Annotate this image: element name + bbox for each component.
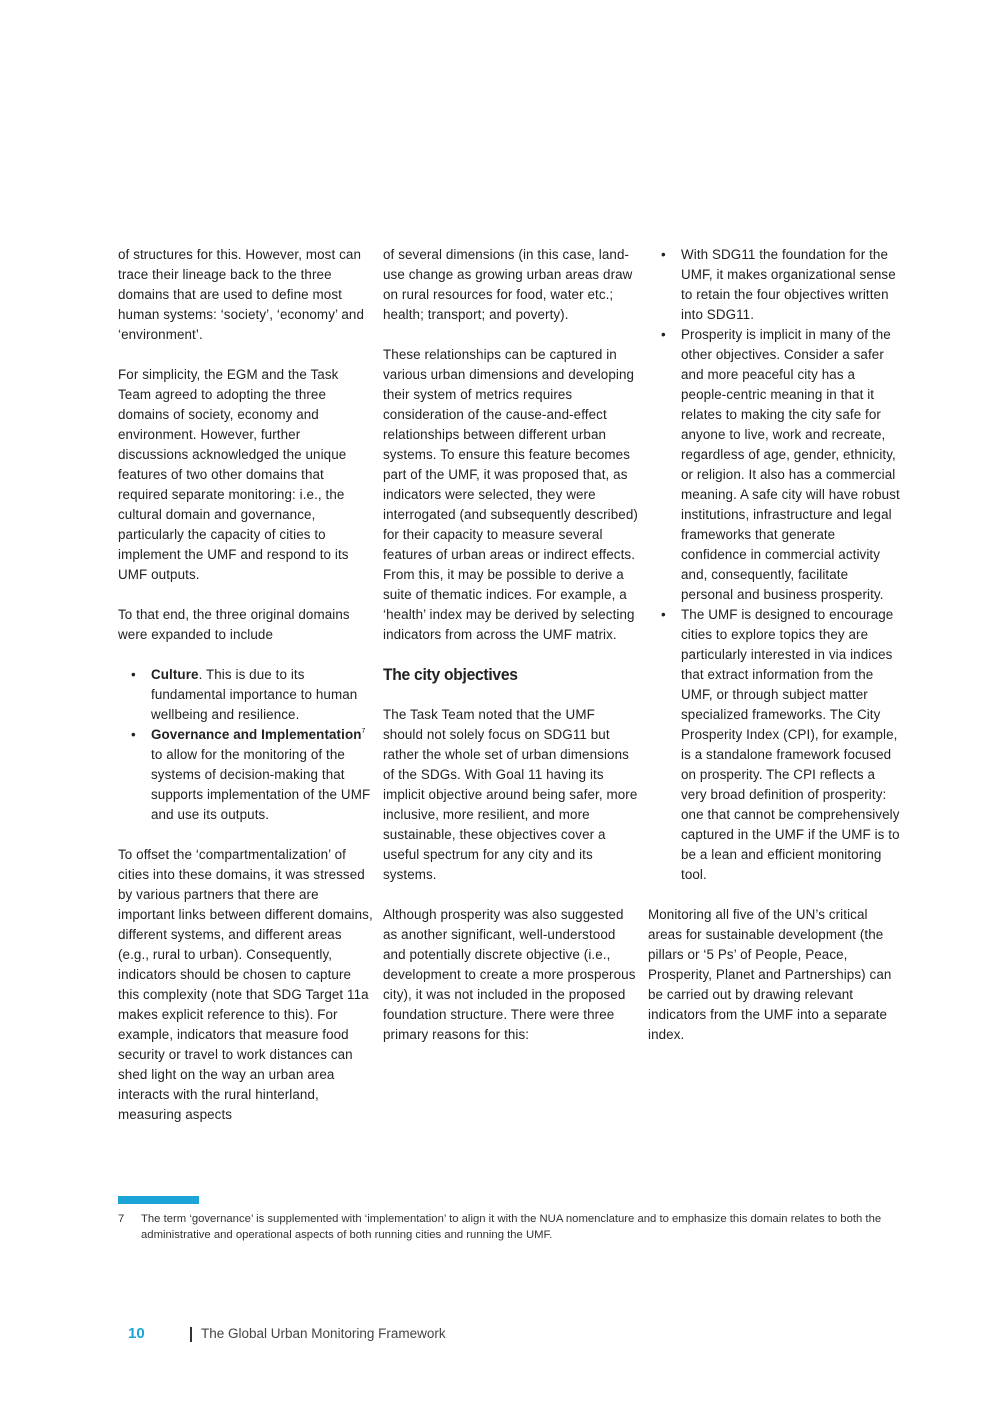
paragraph: Although prosperity was also suggested as another significant, well-understood and potentially discrete objective (i.e., development to create a more prosperous city), it was not included in the proposed foundation structure. There were three primary reasons for this:	[383, 907, 636, 1042]
column-middle	[383, 245, 638, 1065]
list-item	[118, 665, 373, 725]
domain-bullet-list	[118, 665, 373, 825]
paragraph: To that end, the three original domains were expanded to include	[118, 607, 350, 642]
footnote-divider-bar	[118, 1196, 199, 1204]
list-item: • Prosperity is implicit in many of the other objectives. Consider a safer and more peaceful city has a people-centric meaning in that it relates to making the city safe for anyone to live, work and recreate, regardless of age, gender, ethnicity, or religion. It also has a commercial meaning. A safe city will have robust institutions, infrastructure and legal frameworks that generate confidence in commercial activity and, consequently, facilitate personal and business prosperity.	[648, 325, 903, 605]
reasons-bullet-list	[648, 245, 903, 885]
paragraph: The Task Team noted that the UMF should not solely focus on SDG11 but rather the whole set of urban dimensions of the SDGs. With Goal 11 having its implicit objective around being safer, more inclusive, more resilient, and more sustainable, these objectives cover a useful spectrum for any city and its systems.	[383, 707, 638, 882]
footnote	[118, 1211, 900, 1243]
bullet-text: to allow for the monitoring of the systems of decision-making that supports implementation of the UMF and use its outputs.	[151, 747, 371, 822]
paragraph: of several dimensions (in this case, land-use change as growing urban areas draw on rural resources for food, water etc.; health; transport; and poverty).	[383, 247, 633, 322]
bullet-bold-term: Culture	[151, 667, 199, 682]
footer-divider	[190, 1327, 192, 1342]
paragraph: of structures for this. However, most can trace their lineage back to the three domains that are used to define most human systems: ‘society’, ‘economy’ and ‘environment’.	[118, 247, 365, 342]
bullet-text: . This is due to its fundamental importance to human wellbeing and resilience.	[151, 667, 358, 722]
paragraph: To offset the ‘compartmentalization’ of cities into these domains, it was stressed by various partners that there are important links between different domains, different systems, and different areas (e.g., rural to urban). Consequently, indicators should be chosen to capture this complexity (note that SDG Target 11a makes explicit reference to this). For example, indicators that measure food security or travel to work distances can shed light on the way an urban area interacts with the rural hinterland, measuring aspects	[118, 847, 373, 1122]
paragraph: These relationships can be captured in various urban dimensions and developing their system of metrics requires consideration of the cause-and-effect relationships between different urban systems. To ensure this feature becomes part of the UMF, it was proposed that, as indicators were selected, they were interrogated (and subsequently described) for their capacity to measure several features of urban areas or indirect effects. From this, it may be possible to derive a suite of thematic indices. For example, a ‘health’ index may be derived by selecting indicators from across the UMF matrix.	[383, 347, 638, 642]
bullet-bold-term: Governance and Implementation	[151, 727, 362, 742]
list-item: • The UMF is designed to encourage cities to explore topics they are particularly interested in via indices that extract information from the UMF, or through subject matter specialized frameworks. The City Prosperity Index (CPI), for example, is a standalone framework focused on prosperity. The CPI reflects a very broad definition of prosperity: one that cannot be comprehensively captured in the UMF if the UMF is to be a lean and efficient monitoring tool.	[648, 605, 903, 885]
section-heading: The city objectives	[383, 665, 518, 684]
footnote-number: 7	[118, 1213, 125, 1225]
page-number: 10	[128, 1325, 145, 1342]
footnote-text: The term ‘governance’ is supplemented with ‘implementation’ to align it with the NUA nomenclature and to emphasize this domain relates to both the administrative and operational aspects of both running cities and running the UMF.	[141, 1213, 882, 1241]
paragraph: Monitoring all five of the UN’s critical areas for sustainable development (the pillars or ‘5 Ps’ of People, Peace, Prosperity, Planet and Partnerships) can be carried out by drawing relevant indicators from the UMF into a separate index.	[648, 907, 892, 1042]
footnote-ref[interactable]: 7	[361, 728, 366, 735]
column-right	[648, 245, 903, 1065]
list-item	[118, 725, 373, 825]
footer-document-title: The Global Urban Monitoring Framework	[201, 1326, 446, 1341]
paragraph: For simplicity, the EGM and the Task Team agreed to adopting the three domains of society, economy and environment. However, further discussions acknowledged the unique features of two other domains that required separate monitoring: i.e., the cultural domain and governance, particularly the capacity of cities to implement the UMF and respond to its UMF outputs.	[118, 367, 349, 582]
list-item: • With SDG11 the foundation for the UMF, it makes organizational sense to retain the four objectives written into SDG11.	[648, 245, 903, 325]
column-left	[118, 245, 373, 1145]
